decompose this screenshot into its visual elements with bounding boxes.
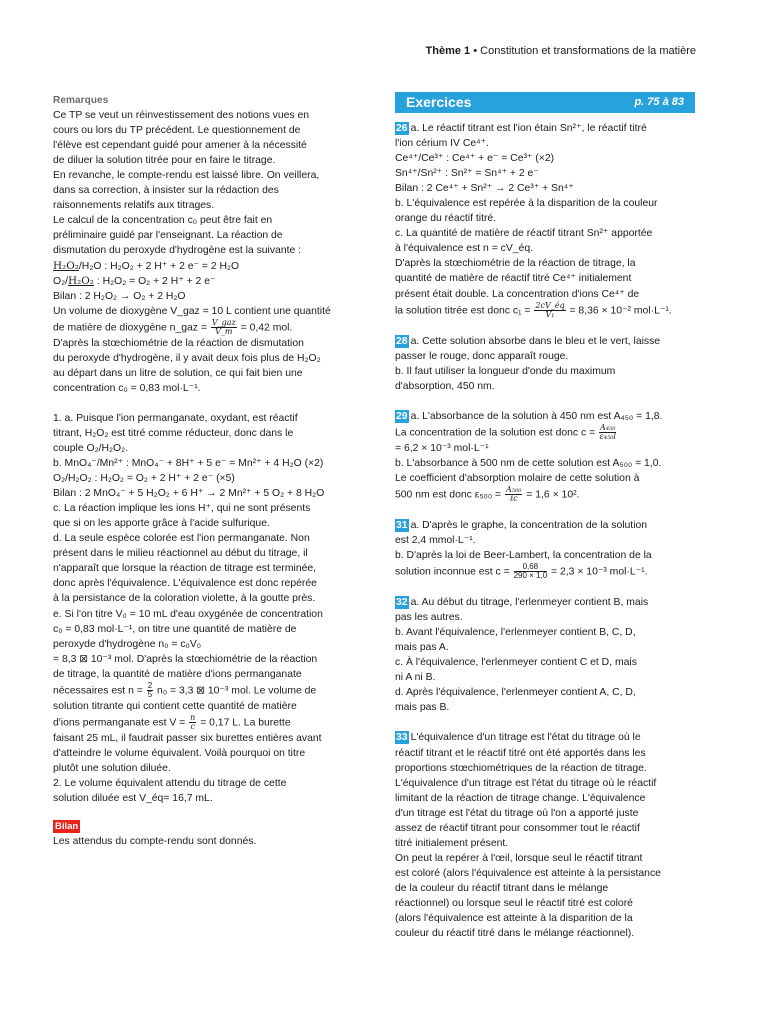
- text-line: mais pas B.: [395, 702, 450, 714]
- exercise-32: [395, 595, 695, 610]
- exercise-number-badge: 31: [396, 519, 408, 531]
- formula-text: nécessaires est n =: [53, 684, 143, 696]
- formula-text: solution inconnue est c =: [395, 566, 510, 578]
- text-line: à l'équivalence est n = cV_éq.: [395, 243, 534, 255]
- exercise-26: [395, 121, 695, 136]
- text-line: orange du réactif titré.: [395, 213, 497, 225]
- fraction-denominator: V_m: [215, 326, 233, 336]
- equation-text: /H₂O : H₂O₂ + 2 H⁺ + 2 e⁻ = 2 H₂O: [78, 260, 240, 272]
- text-line: d'un titrage est l'état du titrage où l'on a apporté juste: [395, 807, 639, 819]
- text-line: faisant 25 mL, il faudrait passer six burettes entières avant: [53, 732, 322, 744]
- text-line: Le calcul de la concentration c₀ peut être fait en: [53, 215, 273, 227]
- fraction-numerator: 2: [147, 680, 153, 690]
- formula-text: d'ions permanganate est V =: [53, 717, 186, 729]
- fraction: [147, 682, 153, 699]
- formula-text: la solution titrée est donc c₁ =: [395, 304, 531, 316]
- formula-text: = 2,3 × 10⁻³ mol·L⁻¹.: [551, 566, 648, 578]
- fraction-numerator: A₄₅₀: [600, 422, 616, 432]
- equation-line: [53, 274, 353, 289]
- text-line: a. D'après le graphe, la concentration de la solution: [410, 519, 648, 531]
- text-line: L'équivalence d'un titrage est l'état du titrage où le: [410, 732, 641, 744]
- fraction-denominator: c: [190, 721, 195, 731]
- text-line: titré initialement présent.: [395, 837, 509, 849]
- text-line: l'ion cérium IV Ce⁴⁺.: [395, 138, 489, 150]
- text-line: de la couleur du réactif titrant dans le mélange: [395, 882, 609, 894]
- text-line: d. Après l'équivalence, l'erlenmeyer contient A, C, D,: [395, 687, 636, 699]
- text-line: plutôt une solution diluée.: [53, 762, 171, 774]
- equation-text: O₂/: [53, 275, 69, 287]
- text-line: O₂/H₂O₂ : H₂O₂ = O₂ + 2 H⁺ + 2 e⁻ (×5): [53, 473, 235, 485]
- text-line: b. L'absorbance à 500 nm de cette solution est A₅₀₀ = 1,0.: [395, 457, 662, 469]
- formula-text: = 1,6 × 10².: [526, 489, 580, 501]
- text-line: dismutation du peroxyde d'hydrogène est la suivante :: [53, 245, 302, 257]
- text-line: présent dans le milieu réactionnel au début du titrage, il: [53, 548, 308, 560]
- text-line: cours ou lors du TP précédent. Le questionnement de: [53, 125, 301, 137]
- underlined-species: H₂O₂: [53, 259, 79, 272]
- text-line: concentration c₀ = 0,83 mol·L⁻¹.: [53, 382, 201, 394]
- fraction-numerator: n: [190, 712, 196, 722]
- header-subtitle: Constitution et transformations de la matière: [480, 45, 696, 57]
- bilan-badge: Bilan: [55, 821, 79, 833]
- text-line: à la persistance de la coloration violette, à la goutte près.: [53, 593, 316, 605]
- fraction: [505, 486, 522, 503]
- text-line: c. À l'équivalence, l'erlenmeyer contient C et D, mais: [395, 657, 637, 669]
- bilan-text: Les attendus du compte-rendu sont donnés.: [53, 836, 257, 848]
- exercise-number-badge: 26: [396, 123, 408, 134]
- text-line: a. Au début du titrage, l'erlenmeyer contient B, mais: [410, 597, 649, 609]
- fraction-numerator: V_gaz: [211, 317, 236, 327]
- formula-text: = 8,36 × 10⁻² mol·L⁻¹.: [569, 304, 672, 316]
- text-line: couple O₂/H₂O₂.: [53, 442, 129, 454]
- text-line: proportions stœchiométriques de la réaction de titrage.: [395, 762, 647, 774]
- formula-line: [395, 563, 695, 580]
- equation-line: [53, 259, 353, 274]
- remarques-column: [53, 93, 353, 849]
- text-line: a. Cette solution absorbe dans le bleu et le vert, laisse: [410, 335, 661, 347]
- text-line: Sn⁴⁺/Sn²⁺ : Sn²⁺ = Sn⁴⁺ + 2 e⁻: [395, 168, 539, 180]
- fraction: [599, 424, 616, 441]
- text-line: On peut la repérer à l'œil, lorsque seul le réactif titrant: [395, 852, 643, 864]
- exercise-number-badge: 29: [396, 410, 408, 422]
- text-line: = 8,3 ⊠ 10⁻³ mol. D'après la stœchiométrie de la réaction: [53, 653, 318, 665]
- text-line: Bilan : 2 MnO₄⁻ + 5 H₂O₂ + 6 H⁺ → 2 Mn²⁺ + 5 O₂ + 8 H₂O: [53, 488, 325, 500]
- text-line: a. L'absorbance de la solution à 450 nm est A₄₅₀ = 1,8.: [410, 410, 663, 422]
- text-line: d'absorption, 450 nm.: [395, 380, 495, 392]
- text-line: Bilan : 2 Ce⁴⁺ + Sn²⁺ → 2 Ce³⁺ + Sn⁴⁺: [395, 183, 574, 195]
- text-line: solution titrante qui contient cette quantité de matière: [53, 700, 297, 712]
- text-line: de titrage, la quantité de matière d'ions permanganate: [53, 668, 302, 680]
- fraction-denominator: ℓc: [509, 493, 518, 503]
- formula-text: = 0,17 L. La burette: [200, 717, 291, 729]
- exercise-number-badge: 28: [396, 335, 408, 347]
- text-line: ni A ni B.: [395, 672, 436, 684]
- text-line: b. Avant l'équivalence, l'erlenmeyer contient B, C, D,: [395, 627, 636, 639]
- text-line: Un volume de dioxygène V_gaz = 10 L contient une quantité: [53, 305, 331, 317]
- fraction: [514, 563, 548, 580]
- text-line: peroxyde d'hydrogène n₀ = c₀V₀: [53, 638, 202, 650]
- text-line: (alors l'équivalence est atteinte à la disparition de la: [395, 913, 633, 925]
- text-line: quantité de matière de réactif titré Ce⁴⁺ initialement: [395, 273, 632, 285]
- text-line: D'après la stœchiométrie de la réaction de dismutation: [53, 337, 304, 349]
- text-line: présent était double. La concentration d'ions Ce⁴⁺ de: [395, 288, 640, 300]
- text-line: donc après l'équivalence. L'équivalence est donc repérée: [53, 578, 317, 590]
- text-line: d'atteindre le volume équivalent. Voilà pourquoi on titre: [53, 747, 306, 759]
- text-line: b. Il faut utiliser la longueur d'onde du maximum: [395, 365, 616, 377]
- formula-line: [395, 424, 695, 441]
- fraction-numerator: 0,68: [514, 563, 548, 572]
- formula-text: de matière de dioxygène n_gaz =: [53, 321, 207, 333]
- text-line: mais pas A.: [395, 642, 449, 654]
- text-line: l'élève est cependant guidé pour amener à la nécessité: [53, 140, 307, 152]
- text-line: de diluer la solution titrée pour en faire le titrage.: [53, 155, 276, 167]
- exercices-column: [395, 121, 695, 941]
- text-line: raisonnements relatifs aux titrages.: [53, 200, 215, 212]
- exercices-pages: p. 75 à 83: [634, 96, 684, 108]
- fraction: [189, 714, 196, 731]
- text-line: a. Le réactif titrant est l'ion étain Sn²⁺, le réactif titré: [410, 123, 647, 134]
- text-line: 1. a. Puisque l'ion permanganate, oxydant, est réactif: [53, 412, 298, 424]
- text-line: Le coefficient d'absorption molaire de cette solution à: [395, 472, 640, 484]
- formula-text: = 0,42 mol.: [240, 321, 293, 333]
- formula-line: [395, 302, 695, 319]
- text-line: assez de réactif titrant pour consommer tout le réactif: [395, 822, 640, 834]
- fraction-denominator: 5: [147, 689, 153, 699]
- fraction: [534, 302, 565, 319]
- text-line: du peroxyde d'hydrogène, il y avait deux fois plus de H₂O₂: [53, 352, 321, 364]
- text-line: est coloré (alors l'équivalence est atteinte à la persistance: [395, 867, 661, 879]
- exercise-33: [395, 730, 695, 745]
- bilan-heading: [53, 819, 353, 834]
- text-line: L'équivalence d'un titrage est l'état du titrage où le réactif: [395, 777, 657, 789]
- header-theme: Thème 1: [425, 45, 471, 57]
- fraction-numerator: A₅₀₀: [506, 484, 522, 494]
- exercise-number-badge: 33: [396, 732, 408, 744]
- text-line: b. D'après la loi de Beer-Lambert, la concentration de la: [395, 550, 652, 562]
- exercices-header-bar: [395, 92, 695, 113]
- text-line: b. L'équivalence est repérée à la disparition de la couleur: [395, 198, 658, 210]
- fraction-denominator: ε₄₅₀l: [599, 431, 616, 441]
- text-line: Ce TP se veut un réinvestissement des notions vues en: [53, 110, 310, 122]
- page-header: [426, 45, 696, 57]
- exercise-29: [395, 409, 695, 424]
- text-line: titrant, H₂O₂ est titré comme réducteur, donc dans le: [53, 427, 294, 439]
- text-line: Ce⁴⁺/Ce³⁺ : Ce⁴⁺ + e⁻ = Ce³⁺ (×2): [395, 153, 555, 165]
- text-line: préliminaire guidé par l'enseignant. La réaction de: [53, 230, 283, 242]
- text-line: couleur du réactif titré dans le mélange réactionnel).: [395, 928, 635, 940]
- text-line: limitant de la réaction de titrage change. L'équivalence: [395, 792, 646, 804]
- text-line: = 6,2 × 10⁻³ mol·L⁻¹: [395, 442, 489, 454]
- text-line: n'apparaît que lorsque la réaction de titrage est terminée,: [53, 563, 317, 575]
- text-line: e. Si l'on titre V₀ = 10 mL d'eau oxygénée de concentration: [53, 608, 323, 620]
- fraction-numerator: 2cV_éq: [535, 300, 565, 310]
- text-line: En revanche, le compte-rendu est laissé libre. On veillera,: [53, 170, 320, 182]
- formula-text: 500 nm est donc ε₅₀₀ =: [395, 489, 502, 501]
- underlined-species: H₂O₂: [68, 274, 94, 287]
- text-line: c. La réaction implique les ions H⁺, qui ne sont présents: [53, 503, 311, 515]
- header-bullet: •: [473, 45, 478, 57]
- fraction-denominator: V₁: [545, 309, 555, 319]
- text-line: c₀ = 0,83 mol·L⁻¹, on titre une quantité de matière de: [53, 623, 297, 635]
- exercices-title: Exercices: [406, 94, 472, 110]
- text-line: dans sa correction, à insister sur la rédaction des: [53, 185, 279, 197]
- fraction-denominator: 290 × 1,0: [513, 571, 548, 581]
- formula-line: [53, 714, 353, 731]
- text-line: c. La quantité de matière de réactif titrant Sn²⁺ apportée: [395, 228, 653, 240]
- remarques-heading: Remarques: [53, 95, 109, 106]
- text-line: pas les autres.: [395, 612, 463, 624]
- exercise-28: [395, 334, 695, 349]
- formula-text: n₀ = 3,3 ⊠ 10⁻³ mol. Le volume de: [157, 684, 317, 696]
- text-line: que si on les apporte grâce à l'acide sulfurique.: [53, 518, 270, 530]
- text-line: réactif titrant et le réactif titré ont été apportés dans les: [395, 747, 646, 759]
- equation-text: : H₂O₂ = O₂ + 2 H⁺ + 2 e⁻: [93, 275, 216, 287]
- exercise-number-badge: 32: [396, 597, 408, 609]
- text-line: passer le rouge, donc apparaît rouge.: [395, 350, 569, 362]
- text-line: Bilan : 2 H₂O₂ → O₂ + 2 H₂O: [53, 290, 186, 302]
- formula-line: [395, 486, 695, 503]
- text-line: b. MnO₄⁻/Mn²⁺ : MnO₄⁻ + 8H⁺ + 5 e⁻ = Mn²⁺ + 4 H₂O (×2): [53, 458, 324, 470]
- text-line: D'après la stœchiométrie de la réaction de titrage, la: [395, 258, 636, 270]
- exercise-31: [395, 518, 695, 533]
- formula-line: [53, 319, 353, 336]
- text-line: 2. Le volume équivalent attendu du titrage de cette: [53, 777, 287, 789]
- fraction: [211, 319, 237, 336]
- text-line: réactionnel) ou lorsque seul le réactif titré est coloré: [395, 897, 633, 909]
- text-line: d. La seule espèce colorée est l'ion permanganate. Non: [53, 533, 310, 545]
- formula-text: La concentration de la solution est donc c =: [395, 427, 596, 439]
- text-line: au départ dans un litre de solution, ce qui fait bien une: [53, 367, 303, 379]
- formula-line: [53, 682, 353, 699]
- text-line: solution diluée est V_éq= 16,7 mL.: [53, 792, 213, 804]
- text-line: est 2,4 mmol·L⁻¹.: [395, 534, 476, 546]
